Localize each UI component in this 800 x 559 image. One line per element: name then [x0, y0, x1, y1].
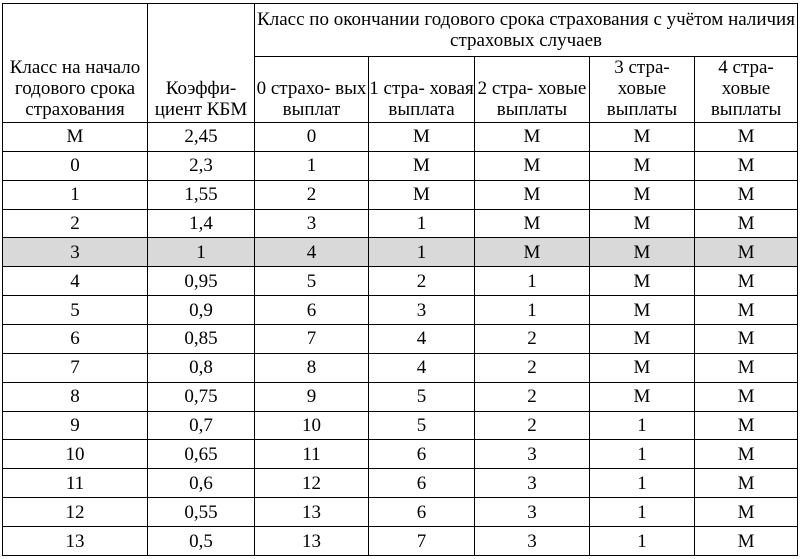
header-coefficient: Коэффи- циент КБМ [148, 4, 255, 123]
end-class-0-payments-cell: 13 [255, 498, 369, 527]
end-class-4-payments-cell: М [695, 382, 798, 411]
end-class-0-payments-cell: 9 [255, 382, 369, 411]
start-class-cell: 7 [3, 353, 148, 382]
kbm-coefficient-cell: 0,85 [148, 325, 255, 354]
end-class-3-payments-cell: 1 [590, 527, 695, 556]
end-class-0-payments-cell: 8 [255, 353, 369, 382]
end-class-3-payments-cell: М [590, 382, 695, 411]
kbm-coefficient-cell: 0,65 [148, 440, 255, 469]
end-class-2-payments-cell: М [475, 123, 590, 152]
header-payments-2: 2 стра- ховые выплаты [475, 57, 590, 123]
kbm-coefficient-cell: 2,3 [148, 151, 255, 180]
kbm-coefficient-cell: 1 [148, 238, 255, 267]
end-class-2-payments-cell: М [475, 209, 590, 238]
end-class-0-payments-cell: 7 [255, 325, 369, 354]
end-class-3-payments-cell: М [590, 267, 695, 296]
start-class-cell: 12 [3, 498, 148, 527]
end-class-0-payments-cell: 13 [255, 527, 369, 556]
kbm-coefficient-cell: 0,5 [148, 527, 255, 556]
table-row [3, 296, 798, 325]
end-class-2-payments-cell: 2 [475, 382, 590, 411]
end-class-2-payments-cell: 3 [475, 469, 590, 498]
start-class-cell: 9 [3, 411, 148, 440]
table-row [3, 325, 798, 354]
end-class-0-payments-cell: 5 [255, 267, 369, 296]
start-class-cell: 13 [3, 527, 148, 556]
header-start-class: Класс на начало годового срока страхования [3, 4, 148, 123]
end-class-1-payment-cell: 3 [369, 296, 475, 325]
end-class-0-payments-cell: 11 [255, 440, 369, 469]
end-class-4-payments-cell: М [695, 180, 798, 209]
end-class-1-payment-cell: М [369, 123, 475, 152]
kbm-coefficient-cell: 0,55 [148, 498, 255, 527]
table-row [3, 151, 798, 180]
table-row [3, 440, 798, 469]
end-class-1-payment-cell: 1 [369, 209, 475, 238]
end-class-0-payments-cell: 1 [255, 151, 369, 180]
end-class-1-payment-cell: 6 [369, 440, 475, 469]
end-class-1-payment-cell: 4 [369, 325, 475, 354]
header-payments-0: 0 страхо- вых выплат [255, 57, 369, 123]
end-class-0-payments-cell: 4 [255, 238, 369, 267]
start-class-cell: 8 [3, 382, 148, 411]
end-class-1-payment-cell: 2 [369, 267, 475, 296]
end-class-1-payment-cell: 6 [369, 498, 475, 527]
end-class-3-payments-cell: М [590, 325, 695, 354]
table-row [3, 267, 798, 296]
end-class-0-payments-cell: 10 [255, 411, 369, 440]
start-class-cell: М [3, 123, 148, 152]
end-class-3-payments-cell: М [590, 353, 695, 382]
table-row [3, 469, 798, 498]
end-class-2-payments-cell: М [475, 238, 590, 267]
end-class-2-payments-cell: М [475, 180, 590, 209]
end-class-1-payment-cell: 6 [369, 469, 475, 498]
start-class-cell: 1 [3, 180, 148, 209]
end-class-2-payments-cell: М [475, 151, 590, 180]
end-class-4-payments-cell: М [695, 151, 798, 180]
end-class-0-payments-cell: 3 [255, 209, 369, 238]
end-class-4-payments-cell: М [695, 353, 798, 382]
header-end-class-group: Класс по окончании годового срока страхования с учётом наличия страховых случаев [255, 4, 798, 57]
end-class-2-payments-cell: 1 [475, 296, 590, 325]
start-class-cell: 10 [3, 440, 148, 469]
start-class-cell: 6 [3, 325, 148, 354]
table-row [3, 411, 798, 440]
table-row [3, 209, 798, 238]
end-class-4-payments-cell: М [695, 325, 798, 354]
end-class-0-payments-cell: 12 [255, 469, 369, 498]
header-payments-3: 3 стра- ховые выплаты [590, 57, 695, 123]
end-class-4-payments-cell: М [695, 296, 798, 325]
end-class-1-payment-cell: 1 [369, 238, 475, 267]
end-class-4-payments-cell: М [695, 469, 798, 498]
table-row [3, 527, 798, 556]
end-class-4-payments-cell: М [695, 123, 798, 152]
start-class-cell: 5 [3, 296, 148, 325]
kbm-coefficient-cell: 1,4 [148, 209, 255, 238]
end-class-4-payments-cell: М [695, 411, 798, 440]
end-class-1-payment-cell: 4 [369, 353, 475, 382]
end-class-3-payments-cell: М [590, 180, 695, 209]
kbm-coefficient-cell: 0,6 [148, 469, 255, 498]
end-class-1-payment-cell: 7 [369, 527, 475, 556]
start-class-cell: 11 [3, 469, 148, 498]
end-class-2-payments-cell: 3 [475, 440, 590, 469]
header-payments-4: 4 стра- ховые выплаты [695, 57, 798, 123]
kbm-coefficient-cell: 0,8 [148, 353, 255, 382]
start-class-cell: 4 [3, 267, 148, 296]
kbm-coefficient-cell: 0,7 [148, 411, 255, 440]
table-body [3, 123, 798, 556]
table-row [3, 498, 798, 527]
table-row [3, 123, 798, 152]
end-class-1-payment-cell: М [369, 151, 475, 180]
end-class-3-payments-cell: 1 [590, 411, 695, 440]
end-class-3-payments-cell: М [590, 209, 695, 238]
end-class-4-payments-cell: М [695, 527, 798, 556]
end-class-1-payment-cell: 5 [369, 382, 475, 411]
end-class-2-payments-cell: 1 [475, 267, 590, 296]
end-class-2-payments-cell: 3 [475, 527, 590, 556]
kbm-coefficient-cell: 2,45 [148, 123, 255, 152]
end-class-0-payments-cell: 6 [255, 296, 369, 325]
end-class-0-payments-cell: 0 [255, 123, 369, 152]
table-row [3, 353, 798, 382]
kbm-coefficient-cell: 0,9 [148, 296, 255, 325]
end-class-3-payments-cell: 1 [590, 440, 695, 469]
end-class-1-payment-cell: 5 [369, 411, 475, 440]
end-class-2-payments-cell: 3 [475, 498, 590, 527]
end-class-1-payment-cell: М [369, 180, 475, 209]
end-class-4-payments-cell: М [695, 238, 798, 267]
end-class-2-payments-cell: 2 [475, 353, 590, 382]
start-class-cell: 3 [3, 238, 148, 267]
table-row-highlighted [3, 238, 798, 267]
start-class-cell: 0 [3, 151, 148, 180]
end-class-3-payments-cell: 1 [590, 498, 695, 527]
end-class-2-payments-cell: 2 [475, 325, 590, 354]
end-class-3-payments-cell: М [590, 123, 695, 152]
end-class-4-payments-cell: М [695, 498, 798, 527]
end-class-3-payments-cell: 1 [590, 469, 695, 498]
kbm-coefficient-cell: 1,55 [148, 180, 255, 209]
kbm-coefficient-cell: 0,95 [148, 267, 255, 296]
end-class-2-payments-cell: 2 [475, 411, 590, 440]
header-payments-1: 1 стра- ховая выплата [369, 57, 475, 123]
end-class-4-payments-cell: М [695, 209, 798, 238]
start-class-cell: 2 [3, 209, 148, 238]
end-class-4-payments-cell: М [695, 267, 798, 296]
end-class-4-payments-cell: М [695, 440, 798, 469]
end-class-3-payments-cell: М [590, 238, 695, 267]
kbm-table [2, 3, 798, 556]
end-class-3-payments-cell: М [590, 151, 695, 180]
table-row [3, 382, 798, 411]
end-class-3-payments-cell: М [590, 296, 695, 325]
table-row [3, 180, 798, 209]
kbm-coefficient-cell: 0,75 [148, 382, 255, 411]
end-class-0-payments-cell: 2 [255, 180, 369, 209]
